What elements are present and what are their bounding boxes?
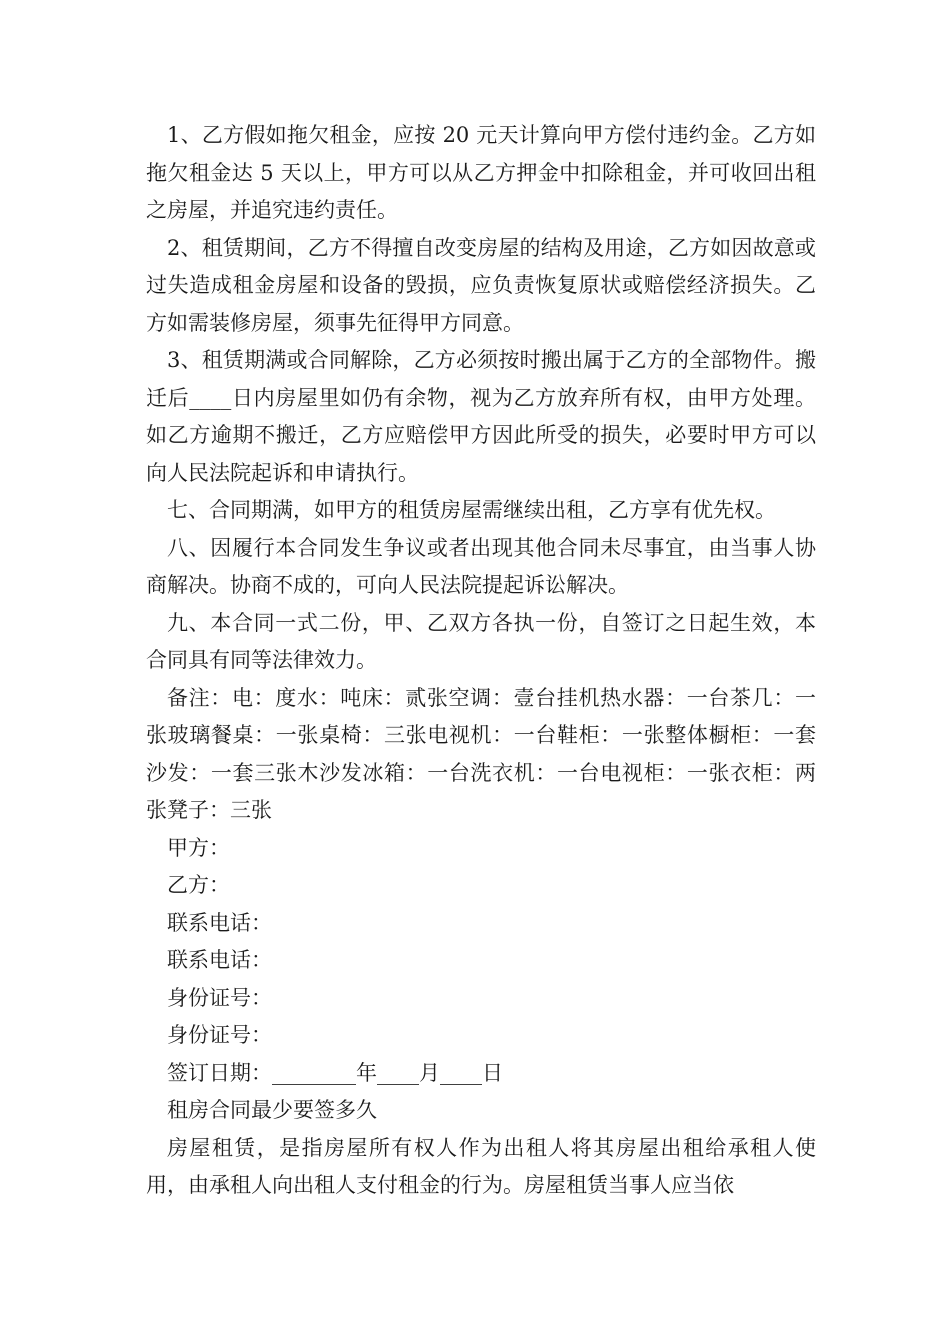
document-body xyxy=(146,117,816,1205)
clause-paragraph: 七、合同期满，如甲方的租赁房屋需继续出租，乙方享有优先权。 xyxy=(167,498,776,522)
party-a-line: 甲方： xyxy=(167,835,230,860)
party-b-line: 乙方： xyxy=(167,873,230,897)
id-number-line: 身份证号： xyxy=(167,985,272,1010)
clause-paragraph: 2、租赁期间，乙方不得擅自改变房屋的结构及用途，乙方如因故意或过失造成租金房屋和设备的毁损，应负责恢复原状或赔偿经济损失。乙方如需装修房屋，须事先征得甲方同意。 xyxy=(146,235,816,335)
phone-line: 联系电话： xyxy=(167,910,272,935)
clause-paragraph: 3、租赁期满或合同解除，乙方必须按时搬出属于乙方的全部物件。搬迁后____日内房屋里如仍有余物，视为乙方放弃所有权，由甲方处理。如乙方逾期不搬迁，乙方应赔偿甲方因此所受的损失，必要时甲方可以向人民法院起诉和申请执行。 xyxy=(146,348,816,485)
phone-line: 联系电话： xyxy=(167,948,272,972)
id-number-line: 身份证号： xyxy=(167,1023,272,1047)
signing-date-line: 签订日期：________年____月____日 xyxy=(167,1060,503,1085)
clause-paragraph: 1、乙方假如拖欠租金，应按 20 元天计算向甲方偿付违约金。乙方如拖欠租金达 5 天以上，甲方可以从乙方押金中扣除租金，并可收回出租之房屋，并追究违约责任。 xyxy=(146,123,816,222)
body-paragraph: 房屋租赁，是指房屋所有权人作为出租人将其房屋出租给承租人使用，由承租人向出租人支付租金的行为。房屋租赁当事人应当依 xyxy=(146,1135,816,1197)
section-heading: 租房合同最少要签多久 xyxy=(167,1098,377,1122)
clause-paragraph: 八、因履行本合同发生争议或者出现其他合同未尽事宜，由当事人协商解决。协商不成的，可向人民法院提起诉讼解决。 xyxy=(146,535,816,597)
remarks-paragraph: 备注：电：度水：吨床：贰张空调：壹台挂机热水器：一台茶几：一张玻璃餐桌：一张桌椅：三张电视机：一台鞋柜：一张整体橱柜：一套沙发：一套三张木沙发冰箱：一台洗衣机：一台电视柜：一张衣柜：两张凳子：三张 xyxy=(146,685,816,822)
clause-paragraph: 九、本合同一式二份，甲、乙双方各执一份，自签订之日起生效，本合同具有同等法律效力。 xyxy=(146,610,816,672)
